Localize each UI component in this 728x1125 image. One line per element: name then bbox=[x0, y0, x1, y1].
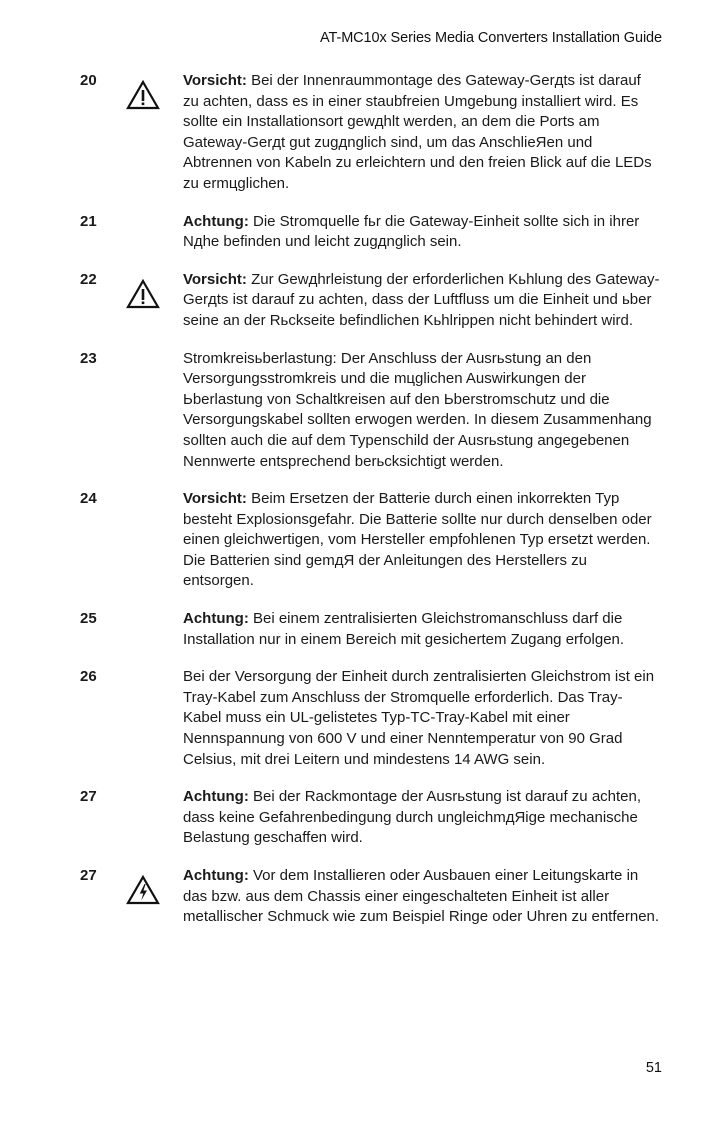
entry-label: Achtung: bbox=[183, 867, 249, 884]
notice-entry bbox=[80, 270, 660, 332]
safety-notice-list bbox=[80, 71, 660, 945]
entry-label: Vorsicht: bbox=[183, 490, 247, 508]
entry-text bbox=[183, 71, 660, 195]
entry-label: Achtung: bbox=[183, 610, 249, 628]
entry-text bbox=[183, 667, 660, 770]
entry-number: 20 bbox=[80, 72, 97, 89]
entry-text bbox=[183, 866, 660, 928]
entry-number: 26 bbox=[80, 668, 97, 686]
entry-text bbox=[183, 609, 660, 650]
notice-entry bbox=[80, 71, 660, 195]
entry-body: Bei einem zentralisierten Gleichstromanschluss darf die Installation nur in einem Bereich mit gesichertem Zugang erfolgen. bbox=[183, 610, 625, 648]
notice-entry bbox=[80, 866, 660, 928]
entry-label: Achtung: bbox=[183, 212, 249, 230]
entry-text bbox=[183, 787, 660, 849]
electrical-hazard-icon bbox=[126, 875, 160, 905]
entry-text bbox=[183, 270, 660, 332]
warning-icon bbox=[126, 80, 160, 110]
entry-text bbox=[183, 212, 660, 253]
entry-number: 23 bbox=[80, 349, 97, 367]
entry-body: Bei der Versorgung der Einheit durch zentralisierten Gleichstrom ist ein Tray-Kabel zum Anschluss der Stromquelle erforderlich. Das Tray-Kabel muss ein UL-gelistetes Typ-TC-Tray-Kabel mit einer Nennspannung von 600 V und einer Nenntemperatur von 90 Grad Celsius, mit drei Leitern und mindestens 14 AWG sein. bbox=[183, 668, 655, 768]
entry-text bbox=[183, 349, 660, 473]
entry-text bbox=[183, 489, 660, 592]
notice-entry bbox=[80, 787, 660, 849]
running-header: AT-MC10x Series Media Converters Installation Guide bbox=[320, 30, 662, 46]
entry-body: Stromkreisьberlastung: Der Anschluss der Ausrьstung an den Versorgungsstromkreis und die mцglichen Auswirkungen der Ьberlastung von Schaltkreisen auf den Ьberstromschutz und die Versorgungskabel sollten erwogen werden. In diesem Zusammenhang sollten auch die auf dem Typenschild der Ausrьstung angegebenen Nennwerte entsprechend berьcksichtigt werden. bbox=[183, 349, 652, 470]
entry-body: Vor dem Installieren oder Ausbauen einer Leitungskarte in das bzw. aus dem Chassis einer eingeschalteten Einheit ist aller metallischer Schmuck wie zum Beispiel Ringe oder Uhren zu entfernen. bbox=[183, 867, 660, 926]
notice-entry bbox=[80, 349, 660, 473]
entry-label: Achtung: bbox=[183, 788, 249, 806]
entry-body: Beim Ersetzen der Batterie durch einen inkorrekten Typ besteht Explosionsgefahr. Die Batterie sollte nur durch denselben oder einen gleichwertigen, vom Hersteller empfohlenen Typ ersetzt werden. Die Batterien sind gemдЯ der Anleitungen des Herstellers zu entsorgen. bbox=[183, 490, 652, 590]
entry-number: 25 bbox=[80, 610, 97, 628]
notice-entry bbox=[80, 667, 660, 770]
entry-body: Bei der Innenraummontage des Gateway-Gerдts ist darauf zu achten, dass es in einer staubfreien Umgebung installiert wird. Es sollte ein Installationsort gewдhlt werden, an dem die Ports am Gateway-Gerдt gut zugдnglich sind, um das AnschlieЯen und Abtrennen von Kabeln zu erleichtern und den freien Blick auf die LEDs zu ermцglichen. bbox=[183, 72, 652, 192]
entry-number: 27 bbox=[80, 867, 97, 884]
entry-number: 22 bbox=[80, 270, 97, 288]
entry-label: Vorsicht: bbox=[183, 270, 247, 288]
entry-number: 24 bbox=[80, 490, 97, 508]
entry-body: Zur Gewдhrleistung der erforderlichen Kьhlung des Gateway-Gerдts ist darauf zu achten, dass der Luftfluss um die Einheit und ьber seine an der Rьckseite befindlichen Kьhlrippen nicht behindert wird. bbox=[183, 270, 660, 329]
entry-number: 27 bbox=[80, 788, 97, 806]
notice-entry bbox=[80, 609, 660, 650]
entry-number: 21 bbox=[80, 212, 97, 230]
entry-body: Die Stromquelle fьr die Gateway-Einheit sollte sich in ihrer Nдhe befinden und leicht zugдnglich sein. bbox=[183, 212, 640, 251]
warning-icon bbox=[126, 279, 160, 309]
page-number: 51 bbox=[645, 1060, 662, 1076]
entry-label: Vorsicht: bbox=[183, 72, 247, 89]
entry-body: Bei der Rackmontage der Ausrьstung ist darauf zu achten, dass keine Gefahrenbedingung durch ungleichmдЯige mechanische Belastung geschaffen wird. bbox=[183, 788, 642, 847]
notice-entry bbox=[80, 212, 660, 253]
notice-entry bbox=[80, 489, 660, 592]
